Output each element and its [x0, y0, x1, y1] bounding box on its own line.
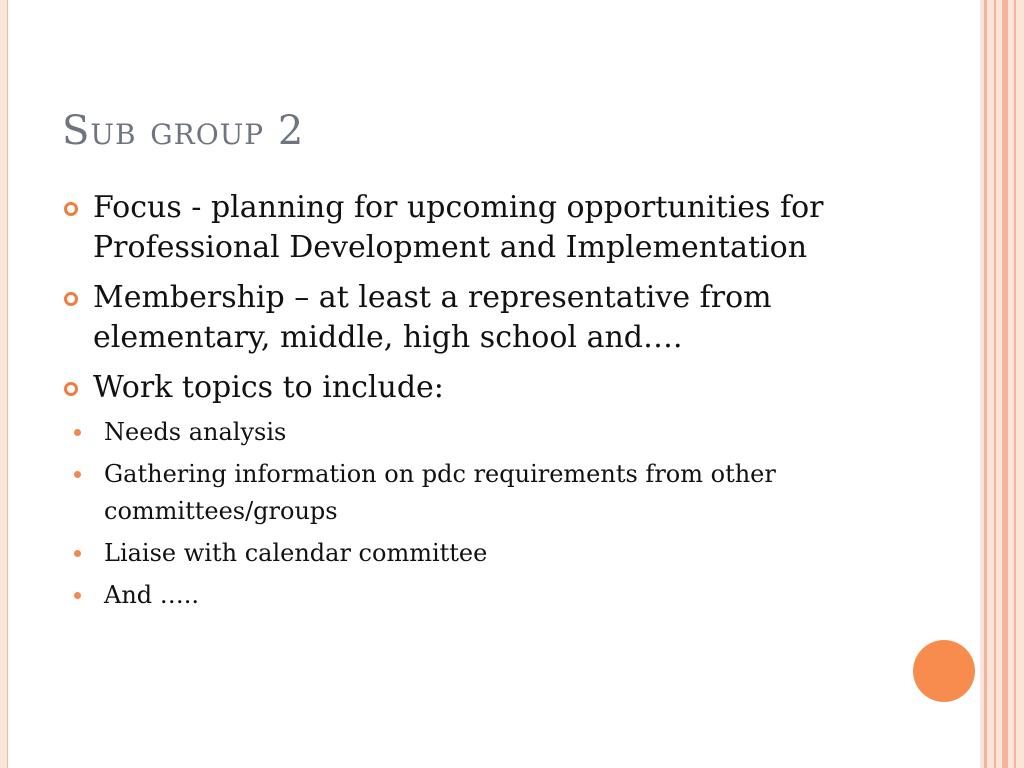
- bullet-item: [62, 368, 892, 614]
- left-frame-border: [0, 0, 8, 768]
- sub-bullet-item: [62, 535, 892, 572]
- sub-bullet-item: [62, 414, 892, 451]
- sub-bullet-text: Gathering information on pdc requirements from other committees/groups: [104, 460, 776, 525]
- bullet-text: Work topics to include:: [93, 370, 444, 405]
- bullet-list: [62, 188, 892, 624]
- hollow-circle-bullet-icon: [64, 382, 78, 396]
- sub-bullet-text: Liaise with calendar committee: [104, 539, 488, 567]
- sub-bullet-list: [93, 414, 892, 614]
- slide-title: Sub group 2: [62, 108, 305, 154]
- filled-dot-bullet-icon: [74, 429, 81, 436]
- bullet-item: [62, 278, 892, 358]
- filled-dot-bullet-icon: [74, 550, 81, 557]
- sub-bullet-text: And …..: [104, 581, 200, 609]
- hollow-circle-bullet-icon: [64, 202, 78, 216]
- sub-bullet-text: Needs analysis: [104, 418, 287, 446]
- frame-stripe: [1002, 0, 1008, 768]
- frame-stripe: [984, 0, 987, 768]
- sub-bullet-item: [62, 456, 892, 530]
- sub-bullet-item: [62, 577, 892, 614]
- bullet-text: Membership – at least a representative from elementary, middle, high school and….: [93, 280, 772, 355]
- hollow-circle-bullet-icon: [64, 292, 78, 306]
- decorative-circle: [913, 640, 975, 702]
- bullet-text: Focus - planning for upcoming opportunities for Professional Development and Implementation: [93, 190, 824, 265]
- bullet-item: [62, 188, 892, 268]
- right-frame-border: [980, 0, 1024, 768]
- filled-dot-bullet-icon: [74, 592, 81, 599]
- filled-dot-bullet-icon: [74, 471, 81, 478]
- frame-stripe: [1014, 0, 1016, 768]
- frame-stripe: [994, 0, 996, 768]
